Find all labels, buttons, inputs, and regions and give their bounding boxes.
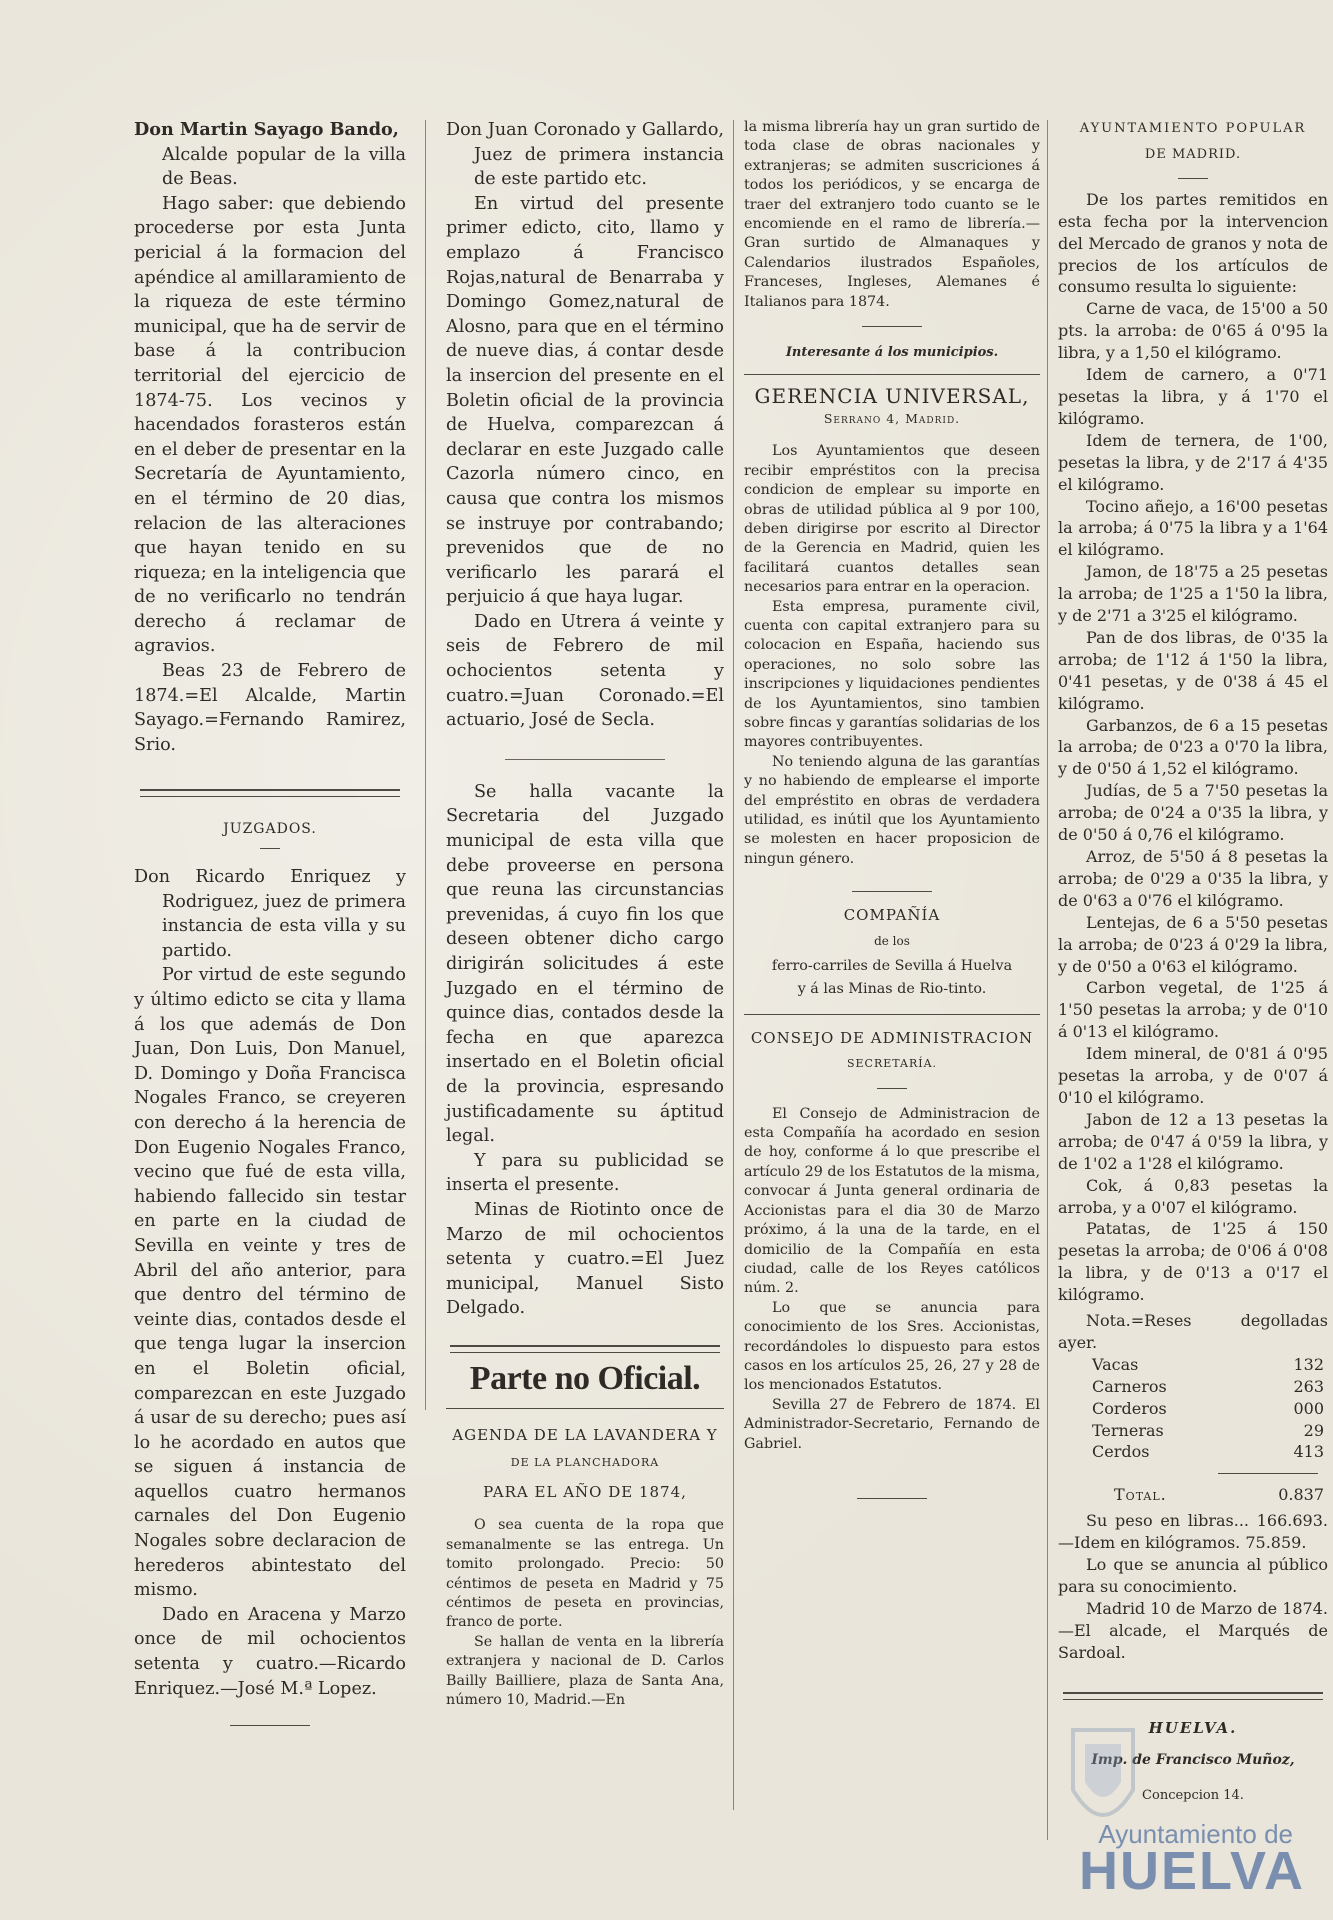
column-rule (1047, 120, 1048, 1840)
reses-row (1058, 1376, 1328, 1398)
column-4 (1058, 118, 1328, 1807)
column-2 (446, 118, 724, 1710)
end-rule (230, 1725, 310, 1726)
edict-opening-title: Alcalde popular de la villa de Beas. (162, 144, 406, 190)
compania-title: COMPAÑÍA (843, 906, 941, 925)
section-divider (140, 789, 400, 797)
compania-line: ferro-carriles de Sevilla á Huelva (771, 958, 1013, 975)
edict-signature: Beas 23 de Febrero de 1874.=El Alcalde, Martin Sayago.=Fernando Ramirez, Srio. (134, 661, 406, 755)
title-dash (877, 1088, 907, 1089)
price-item: Jabon de 12 a 13 pesetas la arroba; de 0'47 á 0'59 la libra, y de 1'02 a 1'28 el kilógramo. (1058, 1109, 1328, 1173)
heading-rule (446, 1408, 724, 1409)
watermark-line2: HUELVA (1079, 1841, 1305, 1901)
imprenta-name: Imp. de Francisco Muñoz, (1091, 1751, 1295, 1768)
consejo-signature: Sevilla 27 de Febrero de 1874. El Administrador-Secretario, Fernando de Gabriel. (744, 1396, 1040, 1452)
watermark-line1: Ayuntamiento de (1098, 1819, 1293, 1849)
price-item: Arroz, de 5'50 á 8 pesetas la arroba; de 0'29 a 0'35 la libra, y de 0'63 a 0'76 el kilógramo. (1058, 847, 1328, 910)
price-item: Carbon vegetal, de 1'25 á 1'50 pesetas la arroba; y de 0'10 á 0'13 el kilógramo. (1058, 978, 1328, 1042)
column-rule (733, 120, 734, 1810)
reses-value: 000 (1293, 1398, 1324, 1418)
price-item: Idem de ternera, de 1'00, pesetas la libra, y de 2'17 á 4'35 el kilógramo. (1058, 430, 1328, 494)
heading-rule (744, 374, 1040, 375)
gerencia-title: GERENCIA UNIVERSAL, (754, 384, 1030, 409)
gerencia-paragraph: Esta empresa, puramente civil, cuenta con capital extranjero para su colocacion en España, haciendo sus operaciones, no solo sobre las inscripciones y liquidaciones pendientes de los Ayuntamientos, sino tambien sobre fincas y garantías solidarias de los mayores contribuyentes. (744, 598, 1040, 751)
parte-no-oficial-heading: Parte no Oficial. (469, 1359, 701, 1397)
title-dash (260, 848, 280, 849)
ayuntamiento-title: AYUNTAMIENTO POPULAR (1079, 121, 1307, 136)
reses-value: 413 (1293, 1442, 1324, 1462)
price-item: Jamon, de 18'75 a 25 pesetas la arroba; de 1'25 a 1'50 la libra, y de 2'71 a 3'25 el kilógramo. (1058, 562, 1328, 626)
title-dash (1178, 178, 1208, 179)
edict-para: Y para su publicidad se inserta el presente. (446, 1150, 724, 1196)
price-item: Garbanzos, de 6 a 15 pesetas la arroba; de 0'23 a 0'70 la libra, y de 0'50 á 1,52 el kilógramo. (1058, 715, 1328, 779)
reses-label: Cerdos (1092, 1442, 1150, 1462)
agenda-continuation: la misma librería hay un gran surtido de toda clase de obras nacionales y extranjeras; se admiten suscriciones á todos los periódicos, y se encarga de traer del extranjero todo cuanto se le encomiende en el ramo de librería.—Gran surtido de Almanaques y Calendarios ilustrados Españoles, Franceses, Ingleses, Alemanes é Italianos para 1874. (744, 119, 1040, 310)
price-item: Carne de vaca, de 15'00 a 50 pts. la arroba: de 0'65 á 0'95 la libra, y a 1,50 el kilógramo. (1058, 299, 1328, 363)
agenda-title-3: PARA EL AÑO DE 1874, (483, 1482, 687, 1501)
divider (744, 1014, 1040, 1015)
gerencia-paragraph: No teniendo alguna de las garantías y no habiendo de emplearse el importe del empréstito en obras de verdadera utilidad, es inútil que los Ayuntamiento se molesten en hacer proposicion de ningun género. (744, 753, 1040, 867)
section-title: JUZGADOS. (223, 821, 317, 838)
gerencia-paragraph: Los Ayuntamientos que deseen recibir empréstitos con la precisa condicion de emplear su importe en obras de utilidad pública al 9 por 100, deben dirigirse por escrito al Director de la Gerencia en Madrid, quien les facilitará cuantos detalles sean necesarios para entrar en la operacion. (744, 443, 1040, 596)
edict-divider (505, 759, 665, 760)
reses-value: 29 (1303, 1420, 1324, 1440)
reses-label: Corderos (1092, 1398, 1167, 1418)
gerencia-address: Serrano 4, Madrid. (823, 410, 961, 426)
edict-body: Hago saber: que debiendo procederse por esta Junta pericial á la formacion del apéndice al amillaramiento de la riqueza de este término municipal, que ha de servir de base á la contribucion territorial del ejercicio de 1874-75. Los vecinos y hacendados forasteros están en el deber de presentar en la Secretaría de Ayuntamiento, en el término de 20 dias, relacion de las alteraciones que hayan tenido en su riqueza; en la inteligencia que de no verificarlo no tendrán derecho á reclamar de agravios. (134, 193, 406, 657)
nota-reses: Nota.=Reses degolladas ayer. (1058, 1311, 1328, 1352)
edict-body: Se halla vacante la Secretaria del Juzgado municipal de esta villa que debe proveerse en persona que reuna las circunstancias prevenidas, á cuyo fin los que deseen obtener dicho cargo dirigirán solicitudes á este Juzgado en el término de quince dias, contados desde la fecha en que aparezca insertado en el Boletin oficial de la provincia, espresando justificadamente su áptitud legal. (446, 781, 724, 1147)
reses-row (1058, 1420, 1328, 1442)
compania-de: de los (874, 933, 910, 948)
price-item: Judías, de 5 a 7'50 pesetas la arroba; de 0'24 a 0'35 la libra, y de 0'50 á 0,76 el kilógramo. (1058, 781, 1328, 845)
price-item: Cok, á 0,83 pesetas la arroba, y a 0'07 el kilógramo. (1058, 1175, 1328, 1217)
edict-opening-name: Don Martin Sayago Bando, (134, 119, 399, 140)
price-item: Pan de dos libras, de 0'35 la arroba; de 1'12 á 1'50 la libra, 0'41 pesetas, y de 0'38 á 45 el kilógramo. (1058, 627, 1328, 713)
reses-label: Vacas (1092, 1354, 1139, 1374)
edict-opening: Don Ricardo Enriquez y Rodriguez, juez de primera instancia de esta villa y su partido. (134, 867, 406, 961)
section-divider (450, 1345, 720, 1353)
edict-signature: Dado en Utrera á veinte y seis de Febrero de mil ochocientos setenta y cuatro.=Juan Coronado.=El actuario, José de Secla. (446, 611, 724, 731)
reses-label: Carneros (1092, 1376, 1167, 1396)
agenda-body: Se hallan de venta en la librería extranjera y nacional de D. Carlos Bailly Bailliere, plaza de Santa Ana, número 10, Madrid.—En (446, 1633, 724, 1708)
agenda-title-1: AGENDA DE LA LAVANDERA Y (452, 1425, 718, 1444)
compania-line: y á las Minas de Rio-tinto. (797, 981, 987, 998)
price-item: Lentejas, de 6 a 5'50 pesetas la arroba; de 0'23 á 0'29 la libra, y de 0'50 a 0'63 el kilógramo. (1058, 912, 1328, 976)
reses-list (1058, 1354, 1328, 1464)
firma: Madrid 10 de Marzo de 1874.—El alcade, el Marqués de Sardoal. (1058, 1598, 1328, 1662)
column-3 (744, 118, 1040, 1509)
consejo-title: CONSEJO DE ADMINISTRACION (750, 1028, 1034, 1047)
column-1 (134, 118, 406, 1736)
consejo-subtitle: SECRETARÍA. (846, 1057, 938, 1071)
price-item: Idem de carnero, a 0'71 pesetas la libra, y á 1'70 el kilógramo. (1058, 365, 1328, 428)
price-item: Patatas, de 1'25 á 150 pesetas la arroba; de 0'06 á 0'08 la libra, y de 0'13 a 0'17 el kilógramo. (1058, 1219, 1328, 1305)
price-item: Idem mineral, de 0'81 á 0'95 pesetas la arroba, y de 0'07 á 0'10 el kilógramo. (1058, 1044, 1328, 1107)
reses-row (1058, 1398, 1328, 1420)
total-label: Total. (1114, 1485, 1167, 1505)
total-row (1058, 1484, 1328, 1506)
edict-signature: Dado en Aracena y Marzo once de mil ochocientos setenta y cuatro.—Ricardo Enriquez.—José M.ª Lopez. (134, 1604, 406, 1699)
reses-label: Terneras (1092, 1420, 1164, 1440)
sum-rule (1218, 1473, 1318, 1474)
ayuntamiento-subtitle: DE MADRID. (1144, 146, 1242, 162)
divider (852, 891, 932, 892)
reses-value: 263 (1293, 1376, 1324, 1396)
section-title: Interesante á los municipios. (785, 345, 999, 361)
divider (862, 326, 922, 327)
total-value: 0.837 (1278, 1485, 1324, 1505)
peso-line: Su peso en libras... 166.693.—Idem en kilógramos. 75.859. (1058, 1511, 1328, 1553)
agenda-title-2: DE LA PLANCHADORA (510, 1456, 660, 1470)
edict-signature: Minas de Riotinto once de Marzo de mil ochocientos setenta y cuatro.=El Juez municipal, Manuel Sisto Delgado. (446, 1199, 724, 1319)
edict-opening: Don Juan Coronado y Gallardo, Juez de primera instancia de este partido etc. (446, 120, 724, 190)
column-rule (425, 120, 426, 1410)
imprenta-city: HUELVA. (1148, 1718, 1238, 1737)
reses-row (1058, 1354, 1328, 1376)
edict-body: En virtud del presente primer edicto, cito, llamo y emplazo á Francisco Rojas,natural de Benarraba y Domingo Gomez,natural de Alosno, para que en el término de nueve dias, á contar desde la insercion del presente en el Boletin oficial de la provincia de Huelva, comparezcan á declarar en este Juzgado calle Cazorla número cinco, en causa que contra los mismos se instruye por contrabando; prevenidos que de no verificarlo les parará el perjuicio á que haya lugar. (446, 193, 724, 608)
consejo-paragraph: Lo que se anuncia para conocimiento de los Sres. Accionistas, recordándoles lo dispuesto para estos casos en los artículos 25, 26, 27 y 28 de los mencionados Estatutos. (744, 1299, 1040, 1394)
anuncio: Lo que se anuncia al público para su conocimiento. (1058, 1555, 1328, 1596)
section-divider (1063, 1692, 1323, 1700)
price-list (1058, 298, 1328, 1306)
consejo-paragraph: El Consejo de Administracion de esta Compañía ha acordado en sesion de hoy, conforme á lo que prescribe el artículo 29 de los Estatutos de la misma, convocar á Junta general ordinaria de Accionistas para el dia 30 de Marzo próximo, á la una de la tarde, en el domicilio de la Compañía en esta ciudad, calle de los Reyes católicos núm. 2. (744, 1105, 1040, 1297)
end-rule (857, 1498, 927, 1499)
ayuntamiento-intro: De los partes remitidos en esta fecha por la intervencion del Mercado de granos y nota de precios de los artículos de consumo resulta lo siguiente: (1058, 189, 1328, 297)
price-item: Tocino añejo, a 16'00 pesetas la arroba; á 0'75 la libra y a 1'64 el kilógramo. (1058, 496, 1328, 560)
agenda-body: O sea cuenta de la ropa que semanalmente se las entrega. Un tomito prolongado. Precio: 50 céntimos de peseta en Madrid y 75 céntimos de peseta en provincias, franco de porte. (446, 1517, 724, 1631)
edict-body: Por virtud de este segundo y último edicto se cita y llama á los que además de Don Juan, Don Luis, Don Manuel, D. Domingo y Doña Francisca Nogales Franco, se creyeren con derecho á la herencia de Don Eugenio Nogales Franco, vecino que fué de esta villa, habiendo fallecido sin testar en parte en la ciudad de Sevilla en veinte y tres de Abril del año anterior, para que dentro del término de veinte dias, contados desde el que tenga lugar la insercion en el Boletin oficial, comparezcan en este Juzgado á usar de su derecho; pues así lo he acordado en autos que se siguen á instancia de aquellos cuatro hermanos carnales del Don Eugenio Nogales sobre declaracion de herederos abintestato del mismo. (134, 965, 406, 1601)
reses-value: 132 (1293, 1354, 1324, 1374)
imprenta-street: Concepcion 14. (1142, 1788, 1244, 1804)
reses-row (1058, 1441, 1328, 1463)
